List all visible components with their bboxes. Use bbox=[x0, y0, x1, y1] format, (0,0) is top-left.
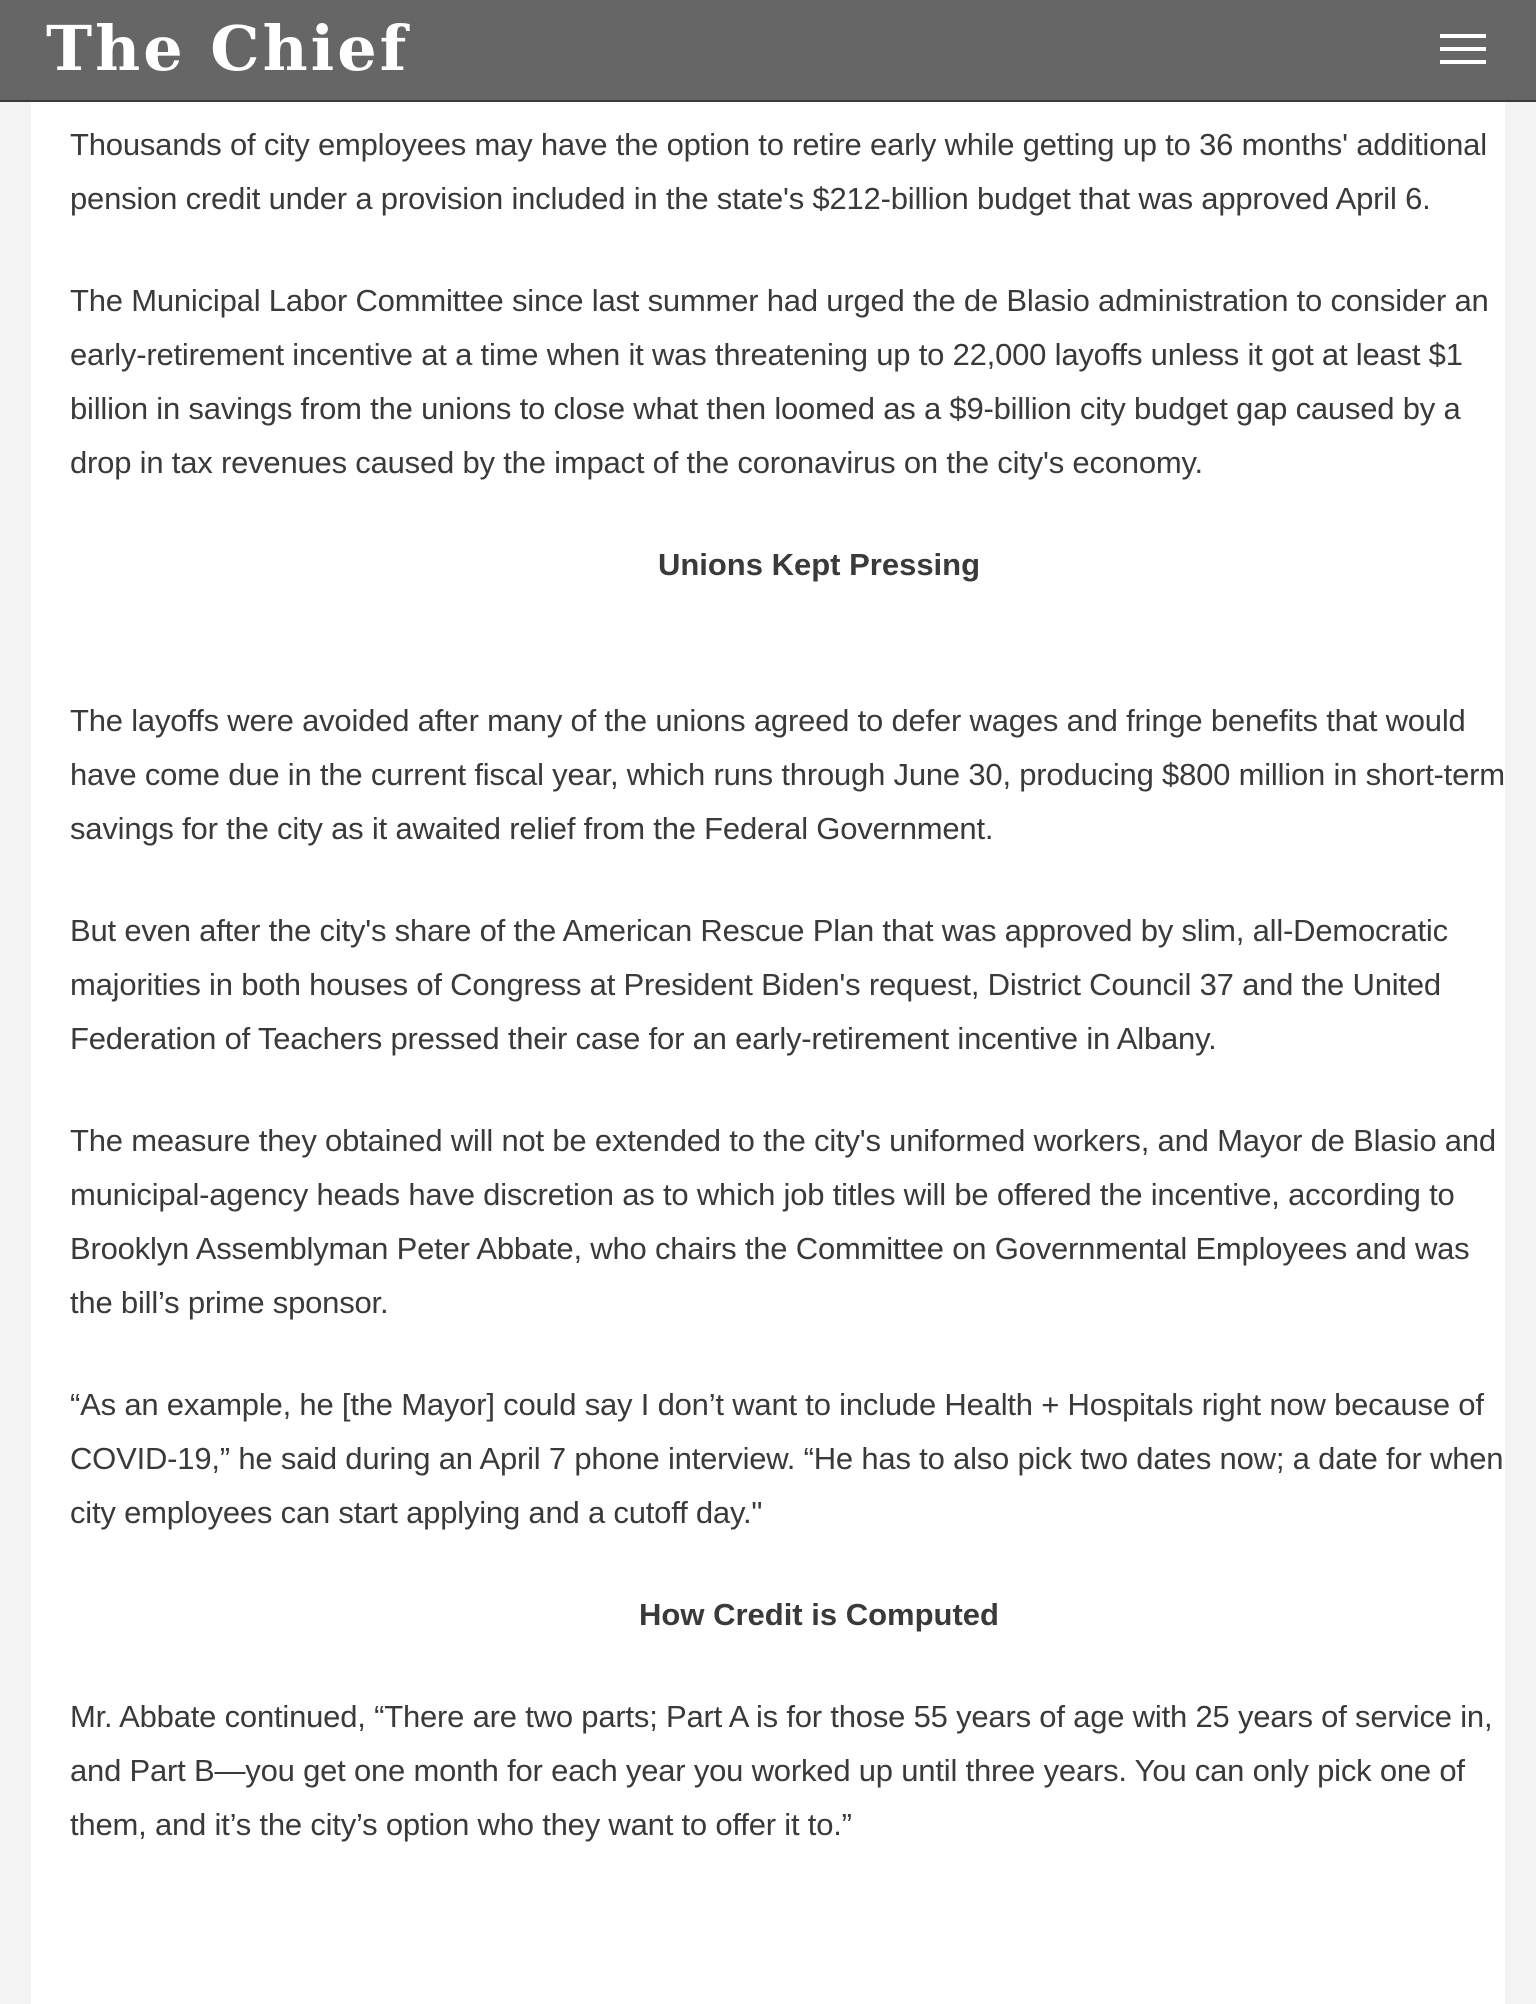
article-paragraph-7: Mr. Abbate continued, “There are two parts; Part A is for those 55 years of age with 25 years of service in, and Part B—you get one month for each year you worked up until three years. You can only pick one of them, and it’s the city’s option who they want to offer it to.” bbox=[70, 1699, 1493, 1842]
article-paragraph-1: Thousands of city employees may have the option to retire early while getting up to 36 months' additional pension credit under a provision included in the state's $212-billion budget that was approved April 6. bbox=[70, 127, 1487, 216]
article-paragraph-5: The measure they obtained will not be extended to the city's uniformed workers, and Mayor de Blasio and municipal-agency heads have discretion as to which job titles will be offered the incentive, according to Brooklyn Assemblyman Peter Abbate, who chairs the Committee on Governmental Employees and was the bill’s prime sponsor. bbox=[70, 1123, 1496, 1320]
menu-bar bbox=[1440, 60, 1486, 64]
hamburger-menu-icon[interactable] bbox=[1440, 34, 1486, 66]
menu-bar bbox=[1440, 47, 1486, 51]
article-paragraph-4: But even after the city's share of the American Rescue Plan that was approved by slim, all-Democratic majorities in both houses of Congress at President Biden's request, District Council 37 and the United Federation of Teachers pressed their case for an early-retirement incentive in Albany. bbox=[70, 913, 1448, 1056]
article-paragraph-6: “As an example, he [the Mayor] could say I don’t want to include Health + Hospitals right now because of COVID-19,” he said during an April 7 phone interview. “He has to also pick two dates now; a date for when city employees can start applying and a cutoff day." bbox=[70, 1387, 1504, 1530]
subheading-how-credit-is-computed: How Credit is Computed bbox=[639, 1597, 999, 1632]
article-paragraph-2: The Municipal Labor Committee since last summer had urged the de Blasio administration to consider an early-retirement incentive at a time when it was threatening up to 22,000 layoffs unless it got at least $1 billion in savings from the unions to close what then loomed as a $9-billion city budget gap caused by a drop in tax revenues caused by the impact of the coronavirus on the city's economy. bbox=[70, 283, 1489, 480]
article-body bbox=[31, 102, 1505, 2004]
site-logo[interactable]: The Chief bbox=[46, 12, 410, 85]
menu-bar bbox=[1440, 34, 1486, 38]
site-header bbox=[0, 0, 1536, 102]
article-paragraph-3: The layoffs were avoided after many of the unions agreed to defer wages and fringe benefits that would have come due in the current fiscal year, which runs through June 30, producing $800 million in short-term savings for the city as it awaited relief from the Federal Government. bbox=[70, 703, 1505, 846]
subheading-unions-kept-pressing: Unions Kept Pressing bbox=[657, 547, 981, 582]
